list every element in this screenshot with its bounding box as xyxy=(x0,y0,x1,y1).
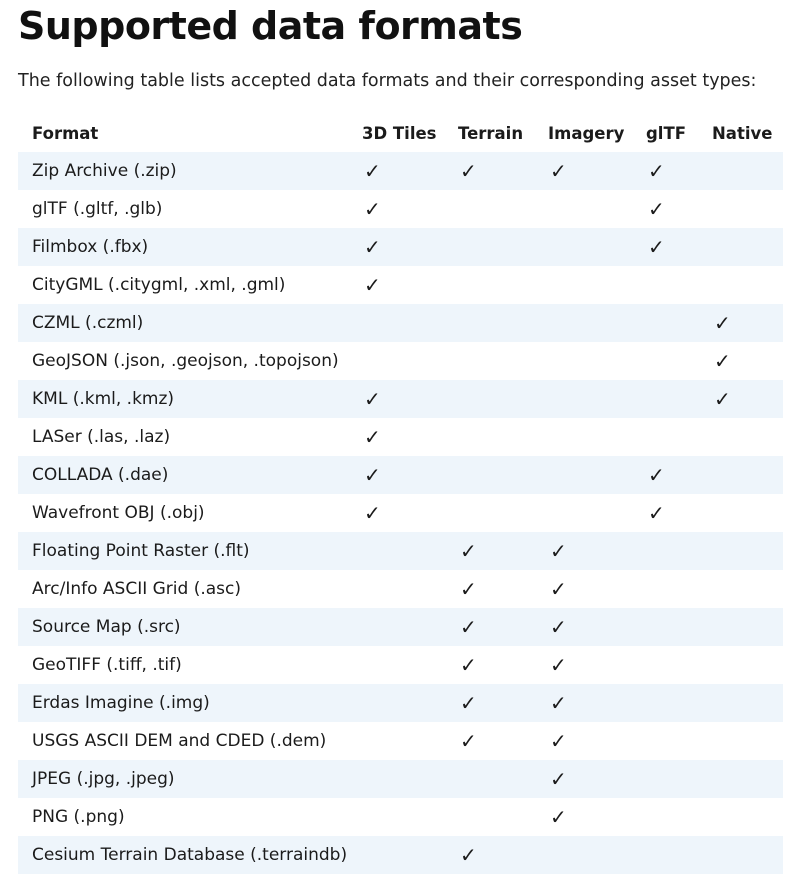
empty-cell-terrain xyxy=(444,418,534,456)
checkmark-icon-3d-tiles: ✓ xyxy=(348,228,444,266)
checkmark-icon-terrain: ✓ xyxy=(444,152,534,190)
empty-cell-terrain xyxy=(444,456,534,494)
format-cell: Wavefront OBJ (.obj) xyxy=(32,503,205,523)
format-cell: Cesium Terrain Database (.terraindb) xyxy=(18,836,348,874)
column-header-imagery: Imagery xyxy=(548,123,625,143)
checkmark-icon-terrain: ✓ xyxy=(444,836,534,874)
empty-cell-native xyxy=(698,456,783,494)
checkmark-icon-gltf: ✓ xyxy=(632,456,698,494)
empty-cell-native xyxy=(698,266,783,304)
checkmark-icon-imagery: ✓ xyxy=(550,653,567,677)
checkmark-icon-native: ✓ xyxy=(714,349,731,373)
checkmark-icon-imagery: ✓ xyxy=(534,684,632,722)
empty-cell-terrain xyxy=(444,304,534,342)
empty-cell-gltf xyxy=(632,608,698,646)
empty-cell-3d-tiles xyxy=(348,798,444,836)
format-cell: CityGML (.citygml, .xml, .gml) xyxy=(32,275,286,295)
empty-cell-imagery xyxy=(534,836,632,874)
column-header-3d-tiles: 3D Tiles xyxy=(362,123,437,143)
empty-cell-native xyxy=(698,152,783,190)
empty-cell-gltf xyxy=(632,570,698,608)
table-body xyxy=(18,152,783,874)
page-title: Supported data formats xyxy=(18,4,523,48)
checkmark-icon-3d-tiles: ✓ xyxy=(348,152,444,190)
empty-cell-imagery xyxy=(534,494,632,532)
table-row xyxy=(18,190,783,228)
table-row xyxy=(18,760,783,798)
format-cell: Floating Point Raster (.flt) xyxy=(18,532,348,570)
checkmark-icon-terrain: ✓ xyxy=(460,577,477,601)
empty-cell-imagery xyxy=(534,228,632,266)
checkmark-icon-terrain: ✓ xyxy=(444,684,534,722)
table-row xyxy=(18,722,783,760)
empty-cell-gltf xyxy=(632,418,698,456)
checkmark-icon-gltf: ✓ xyxy=(648,197,665,221)
checkmark-icon-imagery: ✓ xyxy=(550,805,567,829)
checkmark-icon-gltf: ✓ xyxy=(632,228,698,266)
empty-cell-gltf xyxy=(632,532,698,570)
checkmark-icon-gltf: ✓ xyxy=(632,152,698,190)
checkmark-icon-native: ✓ xyxy=(698,304,783,342)
empty-cell-3d-tiles xyxy=(348,836,444,874)
empty-cell-3d-tiles xyxy=(348,684,444,722)
table-row xyxy=(18,342,783,380)
format-cell: Filmbox (.fbx) xyxy=(18,228,348,266)
empty-cell-imagery xyxy=(534,380,632,418)
empty-cell-imagery xyxy=(534,342,632,380)
empty-cell-imagery xyxy=(534,304,632,342)
empty-cell-terrain xyxy=(444,266,534,304)
checkmark-icon-3d-tiles: ✓ xyxy=(364,501,381,525)
column-header-native: Native xyxy=(712,123,773,143)
empty-cell-terrain xyxy=(444,494,534,532)
checkmark-icon-imagery: ✓ xyxy=(550,577,567,601)
empty-cell-terrain xyxy=(444,798,534,836)
empty-cell-terrain xyxy=(444,228,534,266)
empty-cell-3d-tiles xyxy=(348,342,444,380)
empty-cell-gltf xyxy=(632,760,698,798)
format-cell: CZML (.czml) xyxy=(18,304,348,342)
format-cell: COLLADA (.dae) xyxy=(18,456,348,494)
empty-cell-gltf xyxy=(632,342,698,380)
table-row xyxy=(18,532,783,570)
empty-cell-native xyxy=(698,532,783,570)
format-cell: JPEG (.jpg, .jpeg) xyxy=(18,760,348,798)
empty-cell-imagery xyxy=(534,456,632,494)
checkmark-icon-imagery: ✓ xyxy=(550,729,567,753)
column-header-gltf: glTF xyxy=(646,123,686,143)
format-cell: Zip Archive (.zip) xyxy=(18,152,348,190)
format-cell: LASer (.las, .laz) xyxy=(32,427,171,447)
table-row xyxy=(18,570,783,608)
table-row xyxy=(18,608,783,646)
checkmark-icon-imagery: ✓ xyxy=(534,532,632,570)
empty-cell-gltf xyxy=(632,836,698,874)
checkmark-icon-gltf: ✓ xyxy=(648,501,665,525)
column-header-format: Format xyxy=(32,123,99,143)
empty-cell-gltf xyxy=(632,646,698,684)
empty-cell-gltf xyxy=(632,304,698,342)
empty-cell-terrain xyxy=(444,380,534,418)
empty-cell-gltf xyxy=(632,380,698,418)
table-row xyxy=(18,646,783,684)
table-row xyxy=(18,228,783,266)
table-row xyxy=(18,380,783,418)
checkmark-icon-3d-tiles: ✓ xyxy=(348,456,444,494)
checkmark-icon-terrain: ✓ xyxy=(444,608,534,646)
empty-cell-native xyxy=(698,722,783,760)
table-row xyxy=(18,836,783,874)
format-cell: Erdas Imagine (.img) xyxy=(18,684,348,722)
empty-cell-imagery xyxy=(534,190,632,228)
empty-cell-native xyxy=(698,646,783,684)
empty-cell-3d-tiles xyxy=(348,570,444,608)
empty-cell-native xyxy=(698,228,783,266)
page-content xyxy=(18,0,798,867)
table-row xyxy=(18,494,783,532)
table-row xyxy=(18,798,783,836)
checkmark-icon-imagery: ✓ xyxy=(534,608,632,646)
empty-cell-native xyxy=(698,760,783,798)
empty-cell-3d-tiles xyxy=(348,608,444,646)
empty-cell-native xyxy=(698,418,783,456)
empty-cell-terrain xyxy=(444,760,534,798)
empty-cell-terrain xyxy=(444,190,534,228)
checkmark-icon-terrain: ✓ xyxy=(444,532,534,570)
empty-cell-native xyxy=(698,494,783,532)
empty-cell-3d-tiles xyxy=(348,646,444,684)
format-cell: KML (.kml, .kmz) xyxy=(18,380,348,418)
empty-cell-gltf xyxy=(632,722,698,760)
empty-cell-gltf xyxy=(632,684,698,722)
table-row xyxy=(18,456,783,494)
format-cell: Arc/Info ASCII Grid (.asc) xyxy=(32,579,241,599)
checkmark-icon-3d-tiles: ✓ xyxy=(364,273,381,297)
empty-cell-imagery xyxy=(534,418,632,456)
empty-cell-imagery xyxy=(534,266,632,304)
empty-cell-native xyxy=(698,570,783,608)
empty-cell-gltf xyxy=(632,798,698,836)
format-cell: PNG (.png) xyxy=(32,807,125,827)
empty-cell-3d-tiles xyxy=(348,532,444,570)
table-row xyxy=(18,304,783,342)
empty-cell-native xyxy=(698,190,783,228)
empty-cell-native xyxy=(698,608,783,646)
checkmark-icon-3d-tiles: ✓ xyxy=(348,380,444,418)
checkmark-icon-3d-tiles: ✓ xyxy=(364,425,381,449)
table-row xyxy=(18,266,783,304)
checkmark-icon-native: ✓ xyxy=(698,380,783,418)
empty-cell-3d-tiles xyxy=(348,760,444,798)
checkmark-icon-terrain: ✓ xyxy=(460,653,477,677)
checkmark-icon-terrain: ✓ xyxy=(460,729,477,753)
format-cell: GeoTIFF (.tiff, .tif) xyxy=(32,655,182,675)
empty-cell-native xyxy=(698,684,783,722)
intro-paragraph: The following table lists accepted data formats and their corresponding asset types: xyxy=(18,71,757,91)
format-cell: Source Map (.src) xyxy=(18,608,348,646)
empty-cell-gltf xyxy=(632,266,698,304)
formats-table xyxy=(18,114,783,874)
checkmark-icon-3d-tiles: ✓ xyxy=(364,197,381,221)
table-row xyxy=(18,684,783,722)
format-cell: glTF (.gltf, .glb) xyxy=(32,199,163,219)
empty-cell-native xyxy=(698,836,783,874)
empty-cell-native xyxy=(698,798,783,836)
table-header-row xyxy=(18,114,783,152)
checkmark-icon-imagery: ✓ xyxy=(534,760,632,798)
empty-cell-terrain xyxy=(444,342,534,380)
table-row xyxy=(18,418,783,456)
format-cell: USGS ASCII DEM and CDED (.dem) xyxy=(32,731,327,751)
format-cell: GeoJSON (.json, .geojson, .topojson) xyxy=(32,351,339,371)
table-row xyxy=(18,152,783,190)
empty-cell-3d-tiles xyxy=(348,722,444,760)
column-header-terrain: Terrain xyxy=(458,123,524,143)
checkmark-icon-imagery: ✓ xyxy=(534,152,632,190)
empty-cell-3d-tiles xyxy=(348,304,444,342)
